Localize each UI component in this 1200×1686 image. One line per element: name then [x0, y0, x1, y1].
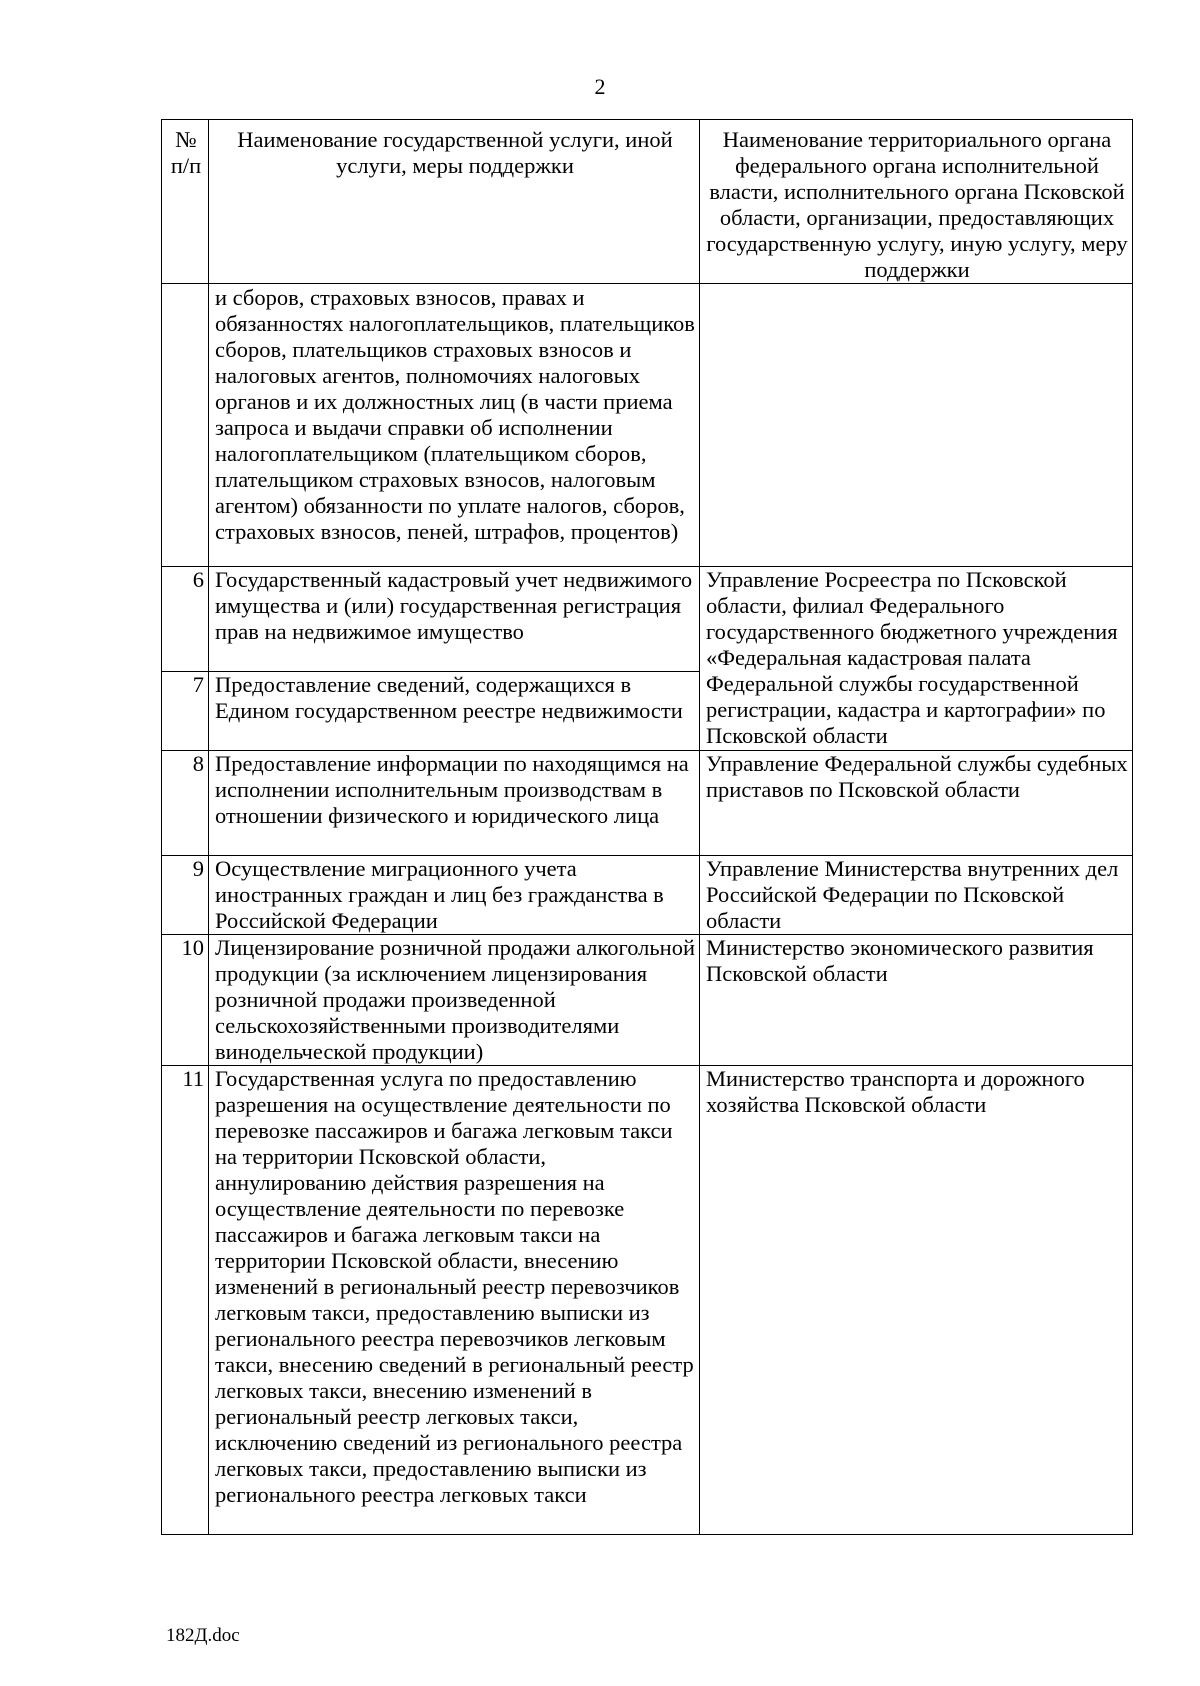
- row-organization: Управление Федеральной службы судебных приставов по Псковской области: [700, 751, 1133, 856]
- row-service: Лицензирование розничной продажи алкогольной продукции (за исключением лицензирования розничной продажи произведенной сельскохозяйственными производителями винодельческой продукции): [209, 935, 700, 1066]
- row-num: [162, 284, 209, 567]
- row-num: 9: [162, 856, 209, 935]
- row-num: 11: [162, 1066, 209, 1535]
- row-num: 6: [162, 567, 209, 672]
- table-row: [162, 1066, 1133, 1535]
- file-name-footer: 182Д.doc: [166, 1625, 240, 1646]
- row-service: Осуществление миграционного учета иностранных граждан и лиц без гражданства в Российской Федерации: [209, 856, 700, 935]
- table-row: [162, 751, 1133, 856]
- row-num: 7: [162, 672, 209, 751]
- table-row-continuation: [162, 284, 1133, 567]
- table-header-row: [162, 120, 1133, 284]
- row-organization: Министерство транспорта и дорожного хозяйства Псковской области: [700, 1066, 1133, 1535]
- row-organization: [700, 284, 1133, 567]
- row-organization: Управление Росреестра по Псковской области, филиал Федерального государственного бюджетного учреждения «Федеральная кадастровая палата Федеральной службы государственной регистрации, кадастра и картографии» по Псковской области: [700, 567, 1133, 751]
- page-number: 2: [594, 74, 606, 99]
- table-row: [162, 935, 1133, 1066]
- row-service: и сборов, страховых взносов, правах и обязанностях налогоплательщиков, плательщиков сборов, плательщиков страховых взносов и налоговых агентов, полномочиях налоговых органов и их должностных лиц (в части приема запроса и выдачи справки об исполнении налогоплательщиком (плательщиком сборов, плательщиком страховых взносов, налоговым агентом) обязанности по уплате налогов, сборов, страховых взносов, пеней, штрафов, процентов): [209, 284, 700, 567]
- table-row: [162, 856, 1133, 935]
- row-service: Предоставление информации по находящимся на исполнении исполнительным производствам в отношении физического и юридического лица: [209, 751, 700, 856]
- row-organization: Управление Министерства внутренних дел Российской Федерации по Псковской области: [700, 856, 1133, 935]
- table-row: [162, 567, 1133, 672]
- row-num: 8: [162, 751, 209, 856]
- services-table: [161, 119, 1133, 1535]
- row-service: Предоставление сведений, содержащихся в Едином государственном реестре недвижимости: [209, 672, 700, 751]
- row-service: Государственный кадастровый учет недвижимого имущества и (или) государственная регистрация прав на недвижимое имущество: [209, 567, 700, 672]
- header-num: № п/п: [162, 120, 209, 284]
- row-num: 10: [162, 935, 209, 1066]
- row-organization: Министерство экономического развития Псковской области: [700, 935, 1133, 1066]
- header-service: Наименование государственной услуги, иной услуги, меры поддержки: [209, 120, 700, 284]
- header-organization: Наименование территориального органа федерального органа исполнительной власти, исполнительного органа Псковской области, организации, предоставляющих государственную услугу, иную услугу, меру поддержки: [700, 120, 1133, 284]
- row-service: Государственная услуга по предоставлению разрешения на осуществление деятельности по перевозке пассажиров и багажа легковым такси на территории Псковской области, аннулированию действия разрешения на осуществление деятельности по перевозке пассажиров и багажа легковым такси на территории Псковской области, внесению изменений в региональный реестр перевозчиков легковым такси, предоставлению выписки из регионального реестра перевозчиков легковым такси, внесению сведений в региональный реестр легковых такси, внесению изменений в региональный реестр легковых такси, исключению сведений из регионального реестра легковых такси, предоставлению выписки из регионального реестра легковых такси: [209, 1066, 700, 1535]
